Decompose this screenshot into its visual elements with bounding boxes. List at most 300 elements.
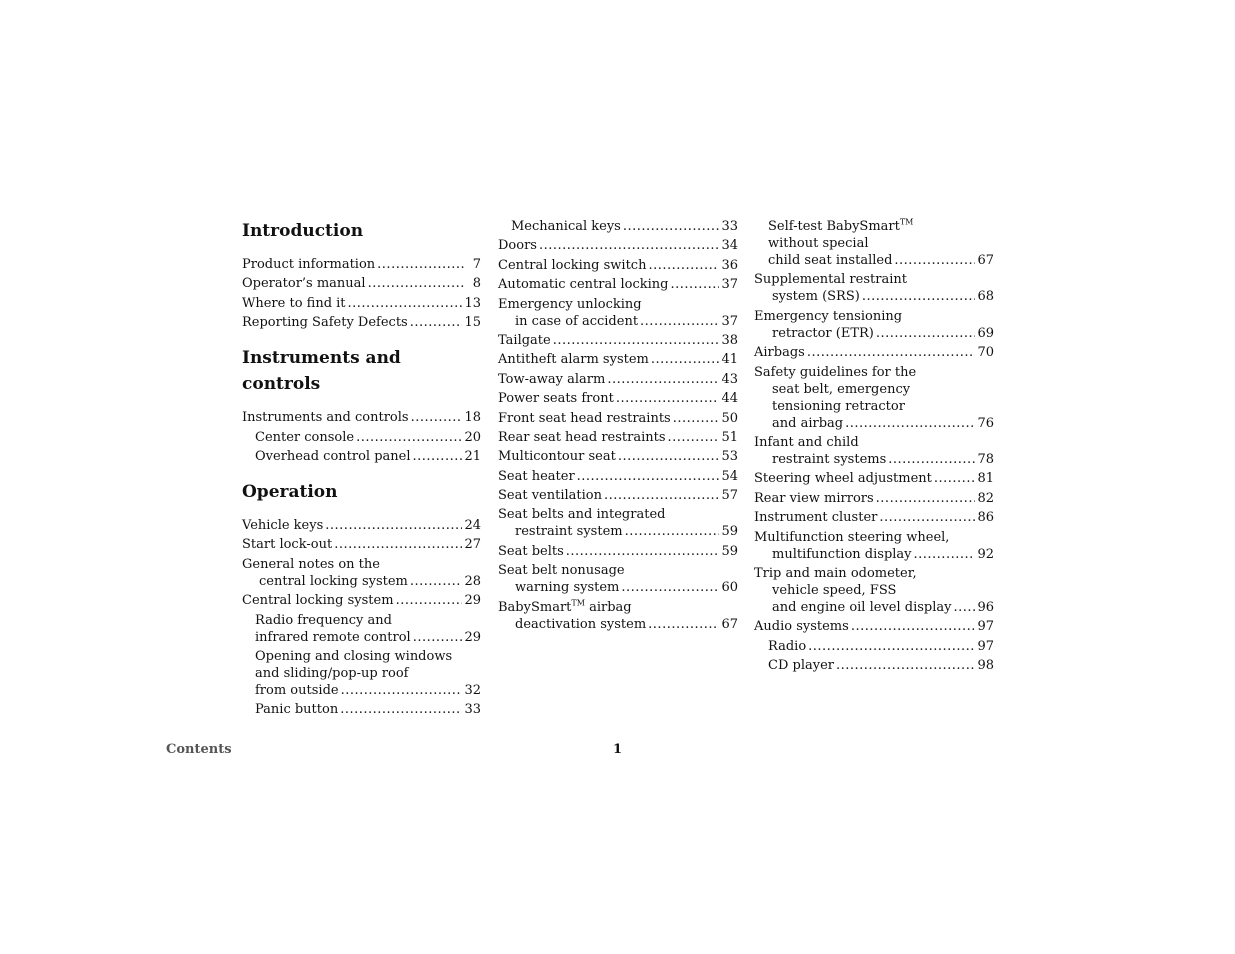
dot-leader — [325, 517, 462, 534]
dot-leader — [888, 451, 975, 468]
toc-entry-title — [255, 429, 354, 446]
toc-entry-title — [242, 256, 375, 273]
toc-entry-text: Start lock-out — [242, 537, 333, 553]
dot-leader — [577, 468, 720, 485]
dot-leader — [340, 701, 462, 718]
toc-entry-text: Central locking switch — [498, 257, 647, 273]
toc-entry-text: Antitheft alarm system — [498, 352, 649, 368]
toc-entry-text: from outside — [255, 682, 339, 698]
toc-entry-line — [754, 490, 994, 507]
toc-entry-text: Seat belts and integrated — [498, 507, 666, 523]
toc-entry-text: central locking system — [259, 573, 408, 589]
toc-page-number: 70 — [977, 345, 994, 361]
toc-entry[interactable] — [242, 409, 481, 426]
toc-entry[interactable] — [242, 701, 481, 718]
toc-entry-line — [242, 517, 481, 534]
dot-leader — [348, 295, 463, 312]
toc-entry-line — [498, 237, 738, 254]
toc-entry-text: and airbag — [772, 415, 844, 431]
toc-entry-title — [754, 344, 805, 361]
toc-entry-title — [242, 592, 394, 609]
toc-entry[interactable] — [242, 536, 481, 553]
toc-entry-text: Radio frequency and — [255, 612, 392, 628]
toc-entry-text: Emergency tensioning — [754, 308, 903, 324]
toc-entry-title — [515, 616, 646, 633]
toc-entry[interactable] — [242, 429, 481, 446]
toc-entry[interactable] — [498, 506, 738, 540]
dot-leader — [604, 487, 719, 504]
toc-page-number: 81 — [977, 471, 994, 487]
toc-entry-title — [754, 618, 849, 635]
toc-entry-title — [754, 509, 877, 526]
toc-entry-title — [515, 579, 619, 596]
toc-entry-text: seat belt, emergency — [772, 381, 911, 397]
toc-entry-title — [498, 351, 649, 368]
toc-entry[interactable] — [498, 218, 738, 235]
dot-leader — [651, 351, 720, 368]
toc-page-number: 78 — [977, 451, 994, 467]
dot-leader — [648, 616, 719, 633]
toc-page-number: 54 — [721, 468, 738, 484]
toc-page-number: 20 — [464, 429, 481, 445]
toc-entry-title — [498, 332, 551, 349]
toc-entry-line — [754, 398, 994, 415]
toc-entry[interactable] — [498, 257, 738, 274]
toc-entry-text: Power seats front — [498, 391, 614, 407]
toc-entry-text: Radio — [768, 638, 807, 654]
toc-page-number: 69 — [977, 325, 994, 341]
toc-entry-text: Mechanical keys — [511, 219, 621, 234]
toc-entry-text: Center console — [255, 429, 355, 445]
toc-page-number: 13 — [464, 295, 481, 311]
toc-entry-text: warning system — [515, 580, 620, 596]
toc-entry-line — [242, 556, 481, 573]
toc-entry-text: Central locking system — [242, 593, 394, 609]
toc-entry-line — [498, 371, 738, 388]
toc-entry[interactable] — [498, 276, 738, 293]
toc-entry-title — [242, 409, 409, 426]
toc-page-number: 59 — [721, 524, 738, 540]
dot-leader — [623, 218, 720, 235]
toc-entry-title — [768, 252, 892, 269]
section-heading: Introduction — [242, 221, 364, 241]
toc-entry[interactable] — [242, 295, 481, 312]
toc-page-number: 15 — [464, 315, 481, 331]
toc-page-number: 97 — [977, 638, 994, 654]
dot-leader — [894, 252, 975, 269]
toc-entry-text: Multicontour seat — [498, 449, 616, 465]
dot-leader — [671, 276, 720, 293]
toc-entry-line — [754, 271, 994, 288]
toc-page-number: 8 — [472, 276, 481, 292]
dot-leader — [914, 546, 976, 563]
toc-page-number: 29 — [464, 629, 481, 645]
toc-entry-line — [242, 536, 481, 553]
toc-entry-line — [498, 562, 738, 579]
dot-leader — [808, 638, 975, 655]
toc-entry[interactable] — [754, 565, 994, 616]
toc-entry-line — [754, 470, 994, 487]
toc-page-number: 33 — [721, 219, 738, 234]
toc-entry-line — [754, 218, 994, 235]
toc-entry-title — [772, 415, 843, 432]
toc-page-number: 60 — [721, 580, 738, 596]
toc-entry-title — [255, 448, 411, 465]
toc-entry-text: Seat belts — [498, 543, 564, 559]
toc-entry-title — [515, 313, 638, 330]
dot-leader — [368, 275, 465, 292]
toc-entry-line — [242, 573, 481, 590]
toc-entry-title — [242, 517, 323, 534]
toc-page-number: 97 — [977, 619, 994, 635]
toc-entry[interactable] — [242, 448, 481, 465]
toc-page-number: 18 — [464, 410, 481, 426]
toc-entry-text: BabySmart — [498, 599, 572, 615]
toc-entry[interactable] — [498, 351, 738, 368]
toc-entry-text: Where to find it — [242, 295, 346, 311]
dot-leader — [673, 410, 720, 427]
toc-entry-line — [754, 434, 994, 451]
toc-entry-line — [242, 629, 481, 646]
toc-entry-title — [768, 657, 834, 674]
toc-entry-text: Steering wheel adjustment — [754, 471, 932, 487]
toc-entry-line — [754, 288, 994, 305]
toc-entry[interactable] — [242, 275, 481, 292]
toc-entry-text: and engine oil level display — [772, 599, 952, 615]
toc-entry[interactable] — [242, 592, 481, 609]
toc-entry-line — [754, 325, 994, 342]
dot-leader — [934, 470, 976, 487]
toc-entry[interactable] — [754, 344, 994, 361]
toc-entry-text: Instruments and controls — [242, 410, 409, 426]
toc-entry[interactable] — [498, 296, 738, 330]
toc-entry-line — [498, 257, 738, 274]
toc-page-number: 76 — [977, 415, 994, 431]
toc-entry-line — [498, 218, 738, 235]
dot-leader — [625, 523, 720, 540]
toc-entry[interactable] — [498, 448, 738, 465]
toc-entry[interactable] — [242, 256, 481, 273]
toc-entry-title — [498, 371, 605, 388]
toc-entry-text: Seat belt nonusage — [498, 563, 625, 579]
toc-entry-text: retractor (ETR) — [772, 325, 874, 341]
toc-entry[interactable] — [754, 638, 994, 655]
toc-entry-line — [242, 314, 481, 331]
toc-entry-text: system (SRS) — [772, 289, 860, 305]
toc-entry-text: Reporting Safety Defects — [242, 315, 408, 331]
toc-entry-text: Overhead control panel — [255, 448, 411, 464]
trademark-superscript: TM — [899, 217, 914, 227]
toc-page-number: 29 — [464, 593, 481, 609]
toc-entry[interactable] — [498, 410, 738, 427]
dot-leader — [396, 592, 463, 609]
toc-entry[interactable] — [754, 434, 994, 468]
toc-entry[interactable] — [754, 529, 994, 563]
toc-page-number: 86 — [977, 510, 994, 526]
dot-leader — [648, 257, 719, 274]
toc-entry[interactable] — [754, 308, 994, 342]
toc-entry-title — [498, 487, 602, 504]
toc-entry-line — [754, 565, 994, 582]
toc-entry[interactable] — [754, 364, 994, 432]
toc-entry-title — [498, 543, 564, 560]
toc-entry-title — [772, 325, 874, 342]
toc-entry-title — [515, 523, 623, 540]
toc-entry-line — [754, 364, 994, 381]
toc-entry-title — [242, 314, 408, 331]
toc-page-number: 32 — [464, 682, 481, 698]
dot-leader — [341, 682, 463, 699]
toc-entry[interactable] — [498, 468, 738, 485]
dot-leader — [621, 579, 719, 596]
toc-entry-title — [498, 429, 666, 446]
toc-page-number: 24 — [464, 517, 481, 533]
toc-entry-text: Tow-away alarm — [498, 371, 606, 387]
toc-entry-line — [754, 618, 994, 635]
toc-entry-line — [242, 448, 481, 465]
toc-page-number: 36 — [721, 257, 738, 273]
toc-entry-text: Seat ventilation — [498, 488, 602, 504]
toc-entry[interactable] — [242, 517, 481, 534]
toc-entry-text: General notes on the — [242, 556, 380, 572]
toc-entry[interactable] — [242, 314, 481, 331]
trademark-superscript: TM — [571, 598, 585, 608]
toc-entry[interactable] — [498, 371, 738, 388]
toc-entry-text: Self-test BabySmart — [768, 219, 900, 234]
toc-page-number: 28 — [464, 573, 481, 589]
toc-page-number: 59 — [721, 543, 738, 559]
dot-leader — [410, 314, 463, 331]
toc-page-number: 7 — [472, 257, 481, 272]
toc-entry-title — [242, 295, 346, 312]
toc-entry-line — [242, 409, 481, 426]
dot-leader — [876, 490, 976, 507]
toc-entry-text: Rear view mirrors — [754, 490, 874, 506]
toc-entry[interactable] — [242, 556, 481, 590]
toc-page-number: 44 — [721, 391, 738, 407]
dot-leader — [607, 371, 719, 388]
toc-entry[interactable] — [498, 429, 738, 446]
toc-entry-text: Doors — [498, 238, 537, 254]
toc-entry-title — [498, 468, 575, 485]
toc-entry-line — [242, 701, 481, 718]
dot-leader — [553, 332, 720, 349]
toc-page-number: 68 — [977, 289, 994, 305]
dot-leader — [668, 429, 720, 446]
toc-entry-line — [242, 648, 481, 665]
toc-entry[interactable] — [498, 599, 738, 633]
toc-entry-title — [498, 390, 614, 407]
toc-entry-line — [754, 546, 994, 563]
toc-entry-text: Product information — [242, 257, 376, 272]
toc-entry[interactable] — [754, 490, 994, 507]
dot-leader — [876, 325, 976, 342]
toc-entry[interactable] — [498, 487, 738, 504]
dot-leader — [413, 448, 463, 465]
toc-entry-line — [498, 506, 738, 523]
toc-entry[interactable] — [242, 648, 481, 699]
toc-entry[interactable] — [754, 470, 994, 487]
toc-entry-line — [498, 332, 738, 349]
dot-leader — [377, 256, 465, 273]
toc-entry-text: Seat heater — [498, 468, 575, 484]
toc-page-number: 43 — [721, 371, 738, 387]
toc-page-number: 96 — [977, 599, 994, 615]
toc-entry-text: Operator’s manual — [242, 276, 366, 292]
toc-page-number: 67 — [977, 253, 994, 268]
toc-entry[interactable] — [498, 332, 738, 349]
toc-entry-text: Panic button — [255, 702, 339, 718]
toc-entry-title — [754, 470, 932, 487]
toc-entry-title — [259, 573, 408, 590]
toc-entry-line — [754, 509, 994, 526]
toc-column-2 — [498, 218, 738, 635]
toc-entry-text: Supplemental restraint — [754, 272, 907, 288]
toc-page-number: 98 — [977, 658, 994, 674]
footer-page-number: 1 — [613, 742, 623, 757]
toc-entry-text: Automatic central locking — [498, 277, 669, 293]
dot-leader — [845, 415, 975, 432]
dot-leader — [356, 429, 462, 446]
toc-entry-text: in case of accident — [515, 313, 639, 329]
toc-entry[interactable] — [498, 543, 738, 560]
toc-entry-text: vehicle speed, FSS — [772, 582, 897, 598]
dot-leader — [410, 573, 463, 590]
toc-entry[interactable] — [754, 618, 994, 635]
dot-leader — [618, 448, 720, 465]
toc-entry-text: Emergency unlocking — [498, 296, 642, 312]
toc-entry-line — [754, 657, 994, 674]
toc-entry[interactable] — [242, 612, 481, 646]
toc-entry-line — [498, 523, 738, 540]
toc-entry-title — [772, 288, 860, 305]
toc-entry[interactable] — [754, 657, 994, 674]
toc-entry-line — [498, 487, 738, 504]
toc-entry-text-suffix: airbag — [584, 599, 632, 615]
toc-page-number: 37 — [721, 277, 738, 293]
toc-entry-line — [498, 410, 738, 427]
toc-entry-title — [772, 546, 912, 563]
toc-entry-text: Opening and closing windows — [255, 648, 453, 664]
dot-leader — [807, 344, 976, 361]
toc-entry-line — [498, 616, 738, 633]
toc-page-number: 38 — [721, 332, 738, 348]
toc-entry-line — [754, 381, 994, 398]
toc-entry-line — [498, 313, 738, 330]
toc-entry-text: Trip and main odometer, — [754, 565, 917, 581]
toc-entry[interactable] — [498, 237, 738, 254]
dot-leader — [539, 237, 719, 254]
dot-leader — [413, 629, 463, 646]
toc-page-number: 67 — [721, 616, 738, 632]
toc-entry-text: Audio systems — [754, 619, 849, 635]
toc-page-number: 21 — [464, 448, 481, 464]
toc-entry-text: Safety guidelines for the — [754, 364, 917, 380]
toc-entry-line — [242, 665, 481, 682]
toc-entry-text: restraint systems — [772, 451, 887, 467]
toc-entry-line — [498, 429, 738, 446]
toc-entry-line — [242, 295, 481, 312]
toc-entry-line — [754, 252, 994, 269]
toc-column-3 — [754, 218, 994, 676]
toc-entry-line — [754, 638, 994, 655]
toc-entry-title — [754, 490, 874, 507]
toc-entry-text: child seat installed — [768, 253, 893, 268]
toc-entry-line — [498, 276, 738, 293]
dot-leader — [566, 543, 720, 560]
toc-page-number: 53 — [721, 449, 738, 465]
toc-entry-line — [754, 235, 994, 252]
toc-entry-line — [754, 344, 994, 361]
toc-entry-title — [498, 448, 616, 465]
toc-entry-line — [242, 275, 481, 292]
dot-leader — [851, 618, 976, 635]
toc-entry[interactable] — [754, 509, 994, 526]
toc-entry-line — [498, 468, 738, 485]
toc-entry-line — [754, 451, 994, 468]
toc-entry-line — [242, 682, 481, 699]
toc-entry[interactable] — [754, 218, 994, 269]
toc-entry-line — [754, 582, 994, 599]
toc-page-number: 82 — [977, 490, 994, 506]
toc-entry-title — [772, 451, 886, 468]
toc-entry-title — [768, 638, 806, 655]
toc-entry[interactable] — [498, 562, 738, 596]
toc-entry-text: Tailgate — [498, 332, 551, 348]
toc-page-number: 33 — [464, 702, 481, 718]
toc-entry-text: CD player — [768, 658, 834, 674]
toc-entry-line — [242, 612, 481, 629]
toc-entry-title — [255, 701, 338, 718]
toc-entry-title — [255, 682, 339, 699]
toc-entry-title — [772, 599, 952, 616]
toc-entry-text: without special — [768, 236, 869, 251]
toc-entry-text: Instrument cluster — [754, 510, 878, 526]
toc-entry-title — [242, 536, 332, 553]
toc-entry-title — [498, 237, 537, 254]
toc-entry-line — [242, 256, 481, 273]
toc-entry-title — [498, 276, 669, 293]
toc-entry[interactable] — [498, 390, 738, 407]
toc-page-number: 37 — [721, 313, 738, 329]
toc-entry-line — [754, 529, 994, 546]
toc-entry-text: Rear seat head restraints — [498, 429, 666, 445]
toc-entry-text: restraint system — [515, 524, 623, 540]
section-heading: Operation — [242, 481, 338, 502]
toc-entry-text: tensioning retractor — [772, 398, 905, 414]
toc-entry-line — [754, 599, 994, 616]
toc-entry-line — [754, 308, 994, 325]
dot-leader — [334, 536, 462, 553]
toc-entry-line — [242, 592, 481, 609]
toc-entry-line — [498, 543, 738, 560]
toc-entry-line — [498, 351, 738, 368]
toc-entry[interactable] — [754, 271, 994, 305]
toc-page-number: 92 — [977, 546, 994, 562]
dot-leader — [640, 313, 719, 330]
toc-entry-title — [255, 629, 411, 646]
toc-entry-title — [242, 275, 366, 292]
toc-page-number: 57 — [721, 488, 738, 504]
toc-column-1 — [242, 218, 481, 721]
toc-entry-line — [754, 415, 994, 432]
dot-leader — [954, 599, 976, 616]
toc-page-number: 34 — [721, 238, 738, 254]
section-heading: Instruments and controls — [242, 348, 401, 395]
dot-leader — [862, 288, 976, 305]
toc-entry-text: Infant and child — [754, 434, 859, 450]
toc-entry-line — [498, 296, 738, 313]
